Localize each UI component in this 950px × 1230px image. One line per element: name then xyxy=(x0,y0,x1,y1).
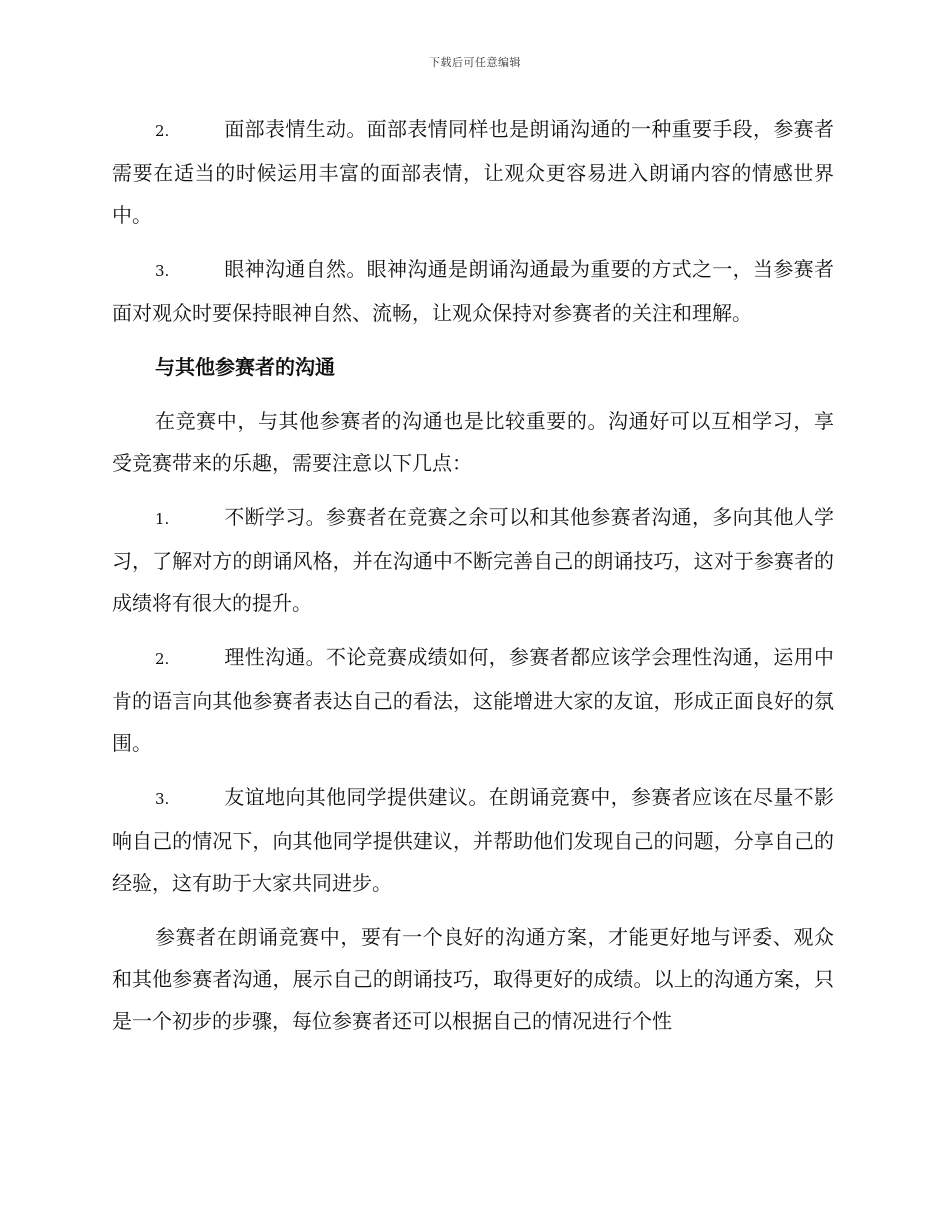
document-body xyxy=(112,108,834,1054)
list-number: 2. xyxy=(155,122,170,140)
list-item-friendly-advice xyxy=(112,776,834,904)
list-item-text: 面部表情生动。面部表情同样也是朗诵沟通的一种重要手段，参赛者需要在适当的时候运用丰富的面部表情，让观众更容易进入朗诵内容的情感世界中。 xyxy=(112,117,834,227)
list-number: 3. xyxy=(155,262,170,280)
list-item-keep-learning xyxy=(112,496,834,624)
list-item-text: 友谊地向其他同学提供建议。在朗诵竞赛中，参赛者应该在尽量不影响自己的情况下，向其他同学提供建议，并帮助他们发现自己的问题，分享自己的经验，这有助于大家共同进步。 xyxy=(112,785,834,895)
page-header: 下载后可任意编辑 xyxy=(429,56,521,69)
list-item-rational-communication xyxy=(112,636,834,764)
list-number: 2. xyxy=(155,650,170,668)
list-item-text: 理性沟通。不论竞赛成绩如何，参赛者都应该学会理性沟通，运用中肯的语言向其他参赛者表达自己的看法，这能增进大家的友谊，形成正面良好的氛围。 xyxy=(112,645,834,755)
list-item-text: 眼神沟通自然。眼神沟通是朗诵沟通最为重要的方式之一，当参赛者面对观众时要保持眼神自然、流畅，让观众保持对参赛者的关注和理解。 xyxy=(112,257,834,325)
closing-paragraph: 参赛者在朗诵竞赛中，要有一个良好的沟通方案，才能更好地与评委、观众和其他参赛者沟通，展示自己的朗诵技巧，取得更好的成绩。以上的沟通方案，只是一个初步的步骤，每位参赛者还可以根据自己的情况进行个性 xyxy=(112,925,834,1033)
section-heading: 与其他参赛者的沟通 xyxy=(155,355,335,379)
list-item-facial-expression xyxy=(112,108,834,236)
section-intro-paragraph: 在竞赛中，与其他参赛者的沟通也是比较重要的。沟通好可以互相学习，享受竞赛带来的乐趣，需要注意以下几点： xyxy=(112,409,834,475)
list-number: 3. xyxy=(155,790,170,808)
list-item-eye-contact xyxy=(112,248,834,334)
list-item-text: 不断学习。参赛者在竞赛之余可以和其他参赛者沟通，多向其他人学习，了解对方的朗诵风格，并在沟通中不断完善自己的朗诵技巧，这对于参赛者的成绩将有很大的提升。 xyxy=(112,505,834,615)
list-number: 1. xyxy=(155,510,170,528)
